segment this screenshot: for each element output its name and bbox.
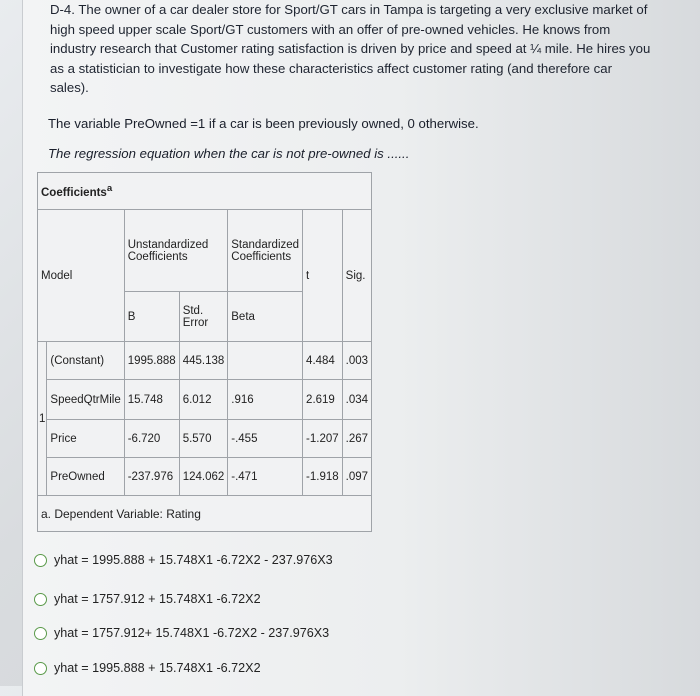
radio-button[interactable] xyxy=(34,554,47,567)
option-label: yhat = 1995.888 + 15.748X1 -6.72X2 xyxy=(54,661,261,675)
cell-beta xyxy=(228,342,303,380)
cell-se: 124.062 xyxy=(179,458,228,496)
option-label: yhat = 1995.888 + 15.748X1 -6.72X2 - 237.976X3 xyxy=(54,553,333,567)
option-3[interactable] xyxy=(34,626,329,640)
option-1[interactable] xyxy=(34,553,333,567)
standardized-header: Standardized Coefficients xyxy=(228,210,303,292)
std-error-header: Std. Error xyxy=(179,292,228,342)
cell-se: 5.570 xyxy=(179,420,228,458)
cell-t: 4.484 xyxy=(303,342,343,380)
cell-b: -237.976 xyxy=(124,458,179,496)
cell-t: -1.918 xyxy=(303,458,343,496)
cell-t: 2.619 xyxy=(303,380,343,420)
question-prompt: The regression equation when the car is not pre-owned is ...... xyxy=(48,146,410,161)
cell-sig: .267 xyxy=(342,420,371,458)
cell-b: 1995.888 xyxy=(124,342,179,380)
radio-button[interactable] xyxy=(34,627,47,640)
unstandardized-header: Unstandardized Coefficients xyxy=(124,210,228,292)
option-2[interactable] xyxy=(34,592,261,606)
option-4[interactable] xyxy=(34,661,261,675)
model-header: Model xyxy=(38,210,125,342)
question-line: as a statistician to investigate how these characteristics affect customer rating (and therefore car xyxy=(50,60,612,76)
row-label: PreOwned xyxy=(47,458,124,496)
variable-note: The variable PreOwned =1 if a car is been previously owned, 0 otherwise. xyxy=(48,116,479,131)
cell-se: 6.012 xyxy=(179,380,228,420)
option-label: yhat = 1757.912+ 15.748X1 -6.72X2 - 237.976X3 xyxy=(54,626,330,640)
cell-t: -1.207 xyxy=(303,420,343,458)
table-row xyxy=(38,458,372,496)
cell-se: 445.138 xyxy=(179,342,228,380)
radio-button[interactable] xyxy=(34,593,47,606)
row-label: Price xyxy=(47,420,124,458)
cell-sig: .034 xyxy=(342,380,371,420)
cell-sig: .003 xyxy=(342,342,371,380)
cell-b: 15.748 xyxy=(124,380,179,420)
cell-beta: -.455 xyxy=(228,420,303,458)
table-footnote: a. Dependent Variable: Rating xyxy=(38,496,372,532)
coefficients-table xyxy=(37,172,372,532)
table-row xyxy=(38,342,372,380)
table-title: Coefficients$^a$ xyxy=(38,173,372,210)
option-label: yhat = 1757.912 + 15.748X1 -6.72X2 xyxy=(54,592,261,606)
question-line: D-4. The owner of a car dealer store for Sport/GT cars in Tampa is targeting a very exclusive market of xyxy=(50,2,648,17)
cell-sig: .097 xyxy=(342,458,371,496)
cell-beta: -.471 xyxy=(228,458,303,496)
row-label: SpeedQtrMile xyxy=(47,380,124,420)
radio-button[interactable] xyxy=(34,662,47,675)
cell-b: -6.720 xyxy=(124,420,179,458)
beta-header: Beta xyxy=(228,292,303,342)
table-row xyxy=(38,380,372,420)
t-header: t xyxy=(303,210,343,342)
question-line: industry research that Customer rating satisfaction is driven by price and speed at ¼ mile. He hires you xyxy=(50,41,651,56)
b-header: B xyxy=(124,292,179,342)
cell-beta: .916 xyxy=(228,380,303,420)
table-row xyxy=(38,420,372,458)
sig-header: Sig. xyxy=(342,210,371,342)
model-number: 1 xyxy=(38,342,47,496)
question-line: high speed upper scale Sport/GT customers with an offer of pre-owned vehicles. He knows from xyxy=(50,21,611,37)
question-text xyxy=(50,0,690,98)
row-label: (Constant) xyxy=(47,342,124,380)
question-line: sales). xyxy=(50,80,89,95)
